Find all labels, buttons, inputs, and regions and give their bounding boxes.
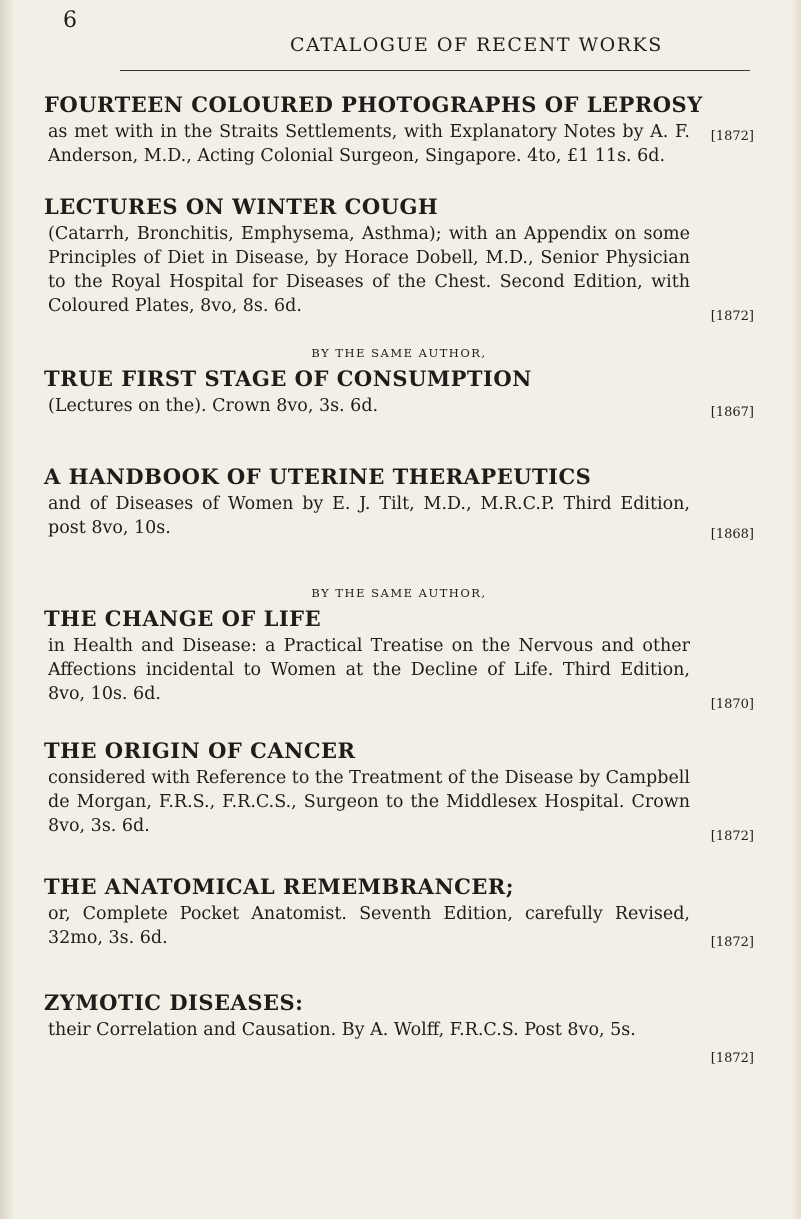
entry-title: A HANDBOOK OF UTERINE THERAPEUTICS <box>44 464 592 489</box>
page-edge-left <box>0 0 14 1219</box>
entry-title: THE CHANGE OF LIFE <box>44 606 322 631</box>
catalogue-entry <box>44 194 754 324</box>
entry-description: as met with in the Straits Settlements, with Explanatory Notes by A. F. Anderson, M.D., Acting Colonial Surgeon, Singapore. 4to, £1 11s. 6d. <box>48 122 690 166</box>
entry-description: considered with Reference to the Treatment of the Disease by Campbell de Morgan, F.R.S., F.R.C.S., Surgeon to the Middlesex Hospital. Crown 8vo, 3s. 6d. <box>48 768 690 836</box>
entry-year: [1872] <box>710 1051 754 1066</box>
catalogue-entry <box>44 464 754 546</box>
entry-description: and of Diseases of Women by E. J. Tilt, M.D., M.R.C.P. Third Edition, post 8vo, 10s. <box>48 494 690 538</box>
entry-year: [1872] <box>710 935 754 950</box>
page-header <box>0 8 801 56</box>
entry-title: THE ANATOMICAL REMEMBRANCER; <box>44 874 515 899</box>
entry-byline: BY THE SAME AUTHOR, <box>311 586 487 600</box>
entry-title: LECTURES ON WINTER COUGH <box>44 194 439 219</box>
entry-description: (Lectures on the). Crown 8vo, 3s. 6d. <box>48 396 379 416</box>
entry-title: FOURTEEN COLOURED PHOTOGRAPHS OF LEPROSY <box>44 92 703 117</box>
entry-description: or, Complete Pocket Anatomist. Seventh Edition, carefully Revised, 32mo, 3s. 6d. <box>48 904 690 948</box>
catalogue-entry <box>44 990 754 1070</box>
catalogue-entry <box>44 586 754 712</box>
entry-description: (Catarrh, Bronchitis, Emphysema, Asthma); with an Appendix on some Principles of Diet in Disease, by Horace Dobell, M.D., Senior Physician to the Royal Hospital for Diseases of the Chest. Second Edition, with Coloured Plates, 8vo, 8s. 6d. <box>48 224 690 316</box>
entry-year: [1868] <box>710 527 754 542</box>
header-rule <box>120 70 750 71</box>
entry-year: [1870] <box>710 697 754 712</box>
entry-description: their Correlation and Causation. By A. Wolff, F.R.C.S. Post 8vo, 5s. <box>48 1020 636 1040</box>
entry-year: [1872] <box>710 829 754 844</box>
running-head: CATALOGUE OF RECENT WORKS <box>290 34 663 56</box>
entry-description: in Health and Disease: a Practical Treatise on the Nervous and other Affections incidental to Women at the Decline of Life. Third Edition, 8vo, 10s. 6d. <box>48 636 690 704</box>
catalogue-entry <box>44 346 754 430</box>
catalogue-entry <box>44 874 754 954</box>
catalogue-list <box>44 92 754 1070</box>
entry-byline: BY THE SAME AUTHOR, <box>311 346 487 360</box>
entry-year: [1872] <box>710 309 754 324</box>
page-edge-right <box>791 0 801 1219</box>
entry-year: [1867] <box>710 405 754 420</box>
entry-year: [1872] <box>710 129 754 144</box>
catalogue-entry <box>44 738 754 842</box>
entry-title: TRUE FIRST STAGE OF CONSUMPTION <box>44 366 532 391</box>
page-number: 6 <box>63 8 78 33</box>
entry-title: ZYMOTIC DISEASES: <box>44 990 304 1015</box>
entry-title: THE ORIGIN OF CANCER <box>44 738 356 763</box>
